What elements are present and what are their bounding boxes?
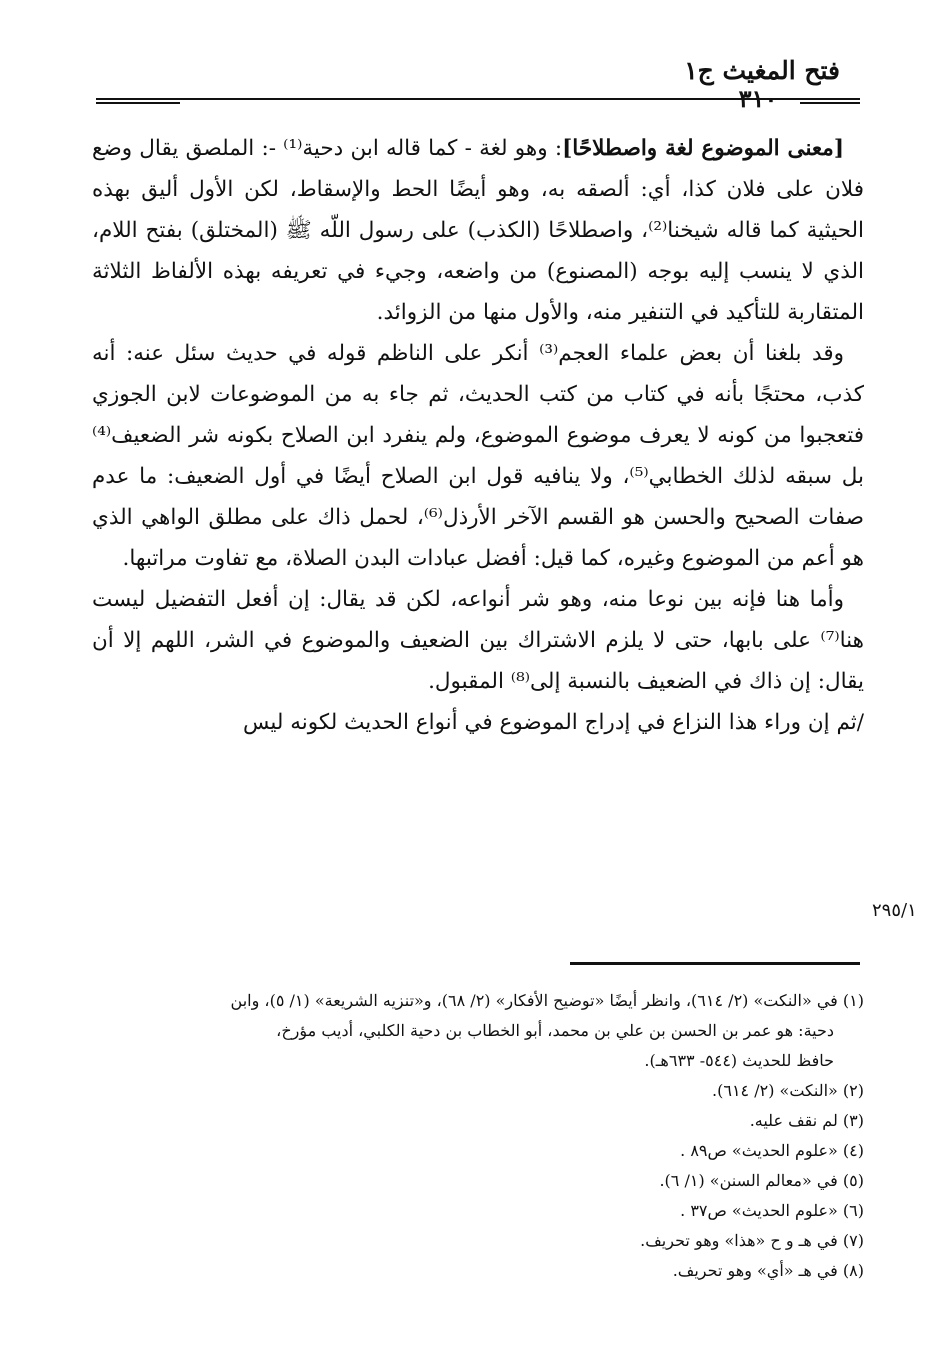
margin-reference: ٢٩٥/١ <box>872 900 917 921</box>
footnote-8: (٨) في هـ «أي» وهو تحريف. <box>672 1261 864 1280</box>
footnote-7: (٧) في هـ و ح «هذا» وهو تحريف. <box>640 1231 864 1250</box>
paragraph-1-text: : وهو لغة - كما قاله ابن دحية⁽¹⁾ -: الملصق يقال وضع فلان على فلان كذا، أي: ألصقه به، وهو أيضًا الحط والإسقاط، لكن الأول أليق بهذه الحيثية كما قاله شيخنا⁽²⁾، واصطلاحًا (الكذب) على رسول اللّه ﷺ (المختلق) بفتح اللام، الذي لا ينسب إليه بوجه (المصنوع) من واضعه، وجيء في تعريفه بهذه الألفاظ الثلاثة المتقاربة للتأكيد في التنفير منه، والأول منها من الزوائد. <box>92 136 865 325</box>
footnote-2: (٢) «النكت» (٢/ ٦١٤). <box>712 1081 864 1100</box>
main-text <box>92 128 864 743</box>
footnote-1: (١) في «النكت» (٢/ ٦١٤)، وانظر أيضًا «توضيح الأفكار» (٢/ ٦٨)، و«تنزيه الشريعة» (١/ ٥)، وابن <box>230 991 864 1010</box>
footnote-5: (٥) في «معالم السنن» (١/ ٦). <box>659 1171 864 1190</box>
page-number: ٣١٠ <box>738 84 778 113</box>
footnote-separator <box>570 962 860 965</box>
section-heading: [معنى الموضوع لغة واصطلاحًا] <box>562 136 844 161</box>
paragraph-1 <box>92 128 864 333</box>
footnote-1-cont2: حافظ للحديث (٥٤٤- ٦٣٣هـ). <box>644 1051 834 1070</box>
paragraph-3: وأما هنا فإنه بين نوعا منه، وهو شر أنواعه، لكن قد يقال: إن أفعل التفضيل ليست هنا⁽⁷⁾ على بابها، حتى لا يلزم الاشتراك بين الضعيف والموضوع في الشر، اللهم إلا أن يقال: إن ذاك في الضعيف بالنسبة إلى⁽⁸⁾ المقبول. <box>92 587 864 694</box>
footnote-3: (٣) لم نقف عليه. <box>749 1111 864 1130</box>
footnote-6: (٦) «علوم الحديث» ص٣٧ . <box>680 1201 864 1220</box>
paragraph-2: وقد بلغنا أن بعض علماء العجم⁽³⁾ أنكر على الناظم قوله في حديث سئل عنه: أنه كذب، محتجًا بأنه في كتاب من كتب الحديث، ثم جاء به من الموضوعات لابن الجوزي فتعجبوا من كونه لا يعرف موضوع الموضوع، ولم ينفرد ابن الصلاح بكونه شر الضعيف⁽⁴⁾ بل سبقه لذلك الخطابي⁽⁵⁾، ولا ينافيه قول ابن الصلاح أيضًا في أول الضعيف: ما عدم صفات الصحيح والحسن هو القسم الآخر الأرذل⁽⁶⁾، لحمل ذاك على مطلق الواهي الذي هو أعم من الموضوع وغيره، كما قيل: أفضل عبادات البدن الصلاة، مع تفاوت مراتبها. <box>92 341 864 571</box>
paragraph-4: /ثم إن وراء هذا النزاع في إدراج الموضوع في أنواع الحديث لكونه ليس <box>242 710 864 735</box>
header-rule-right <box>800 102 860 104</box>
header-rule-left <box>96 102 180 104</box>
footnote-4: (٤) «علوم الحديث» ص٨٩ . <box>680 1141 864 1160</box>
running-header-title: فتح المغيث ج١ <box>684 56 840 85</box>
footnote-1-cont: دحية: هو عمر بن الحسن بن علي بن محمد، أبو الخطاب بن دحية الكلبي، أديب مؤرخ، <box>276 1021 834 1040</box>
footnotes <box>96 986 864 1286</box>
